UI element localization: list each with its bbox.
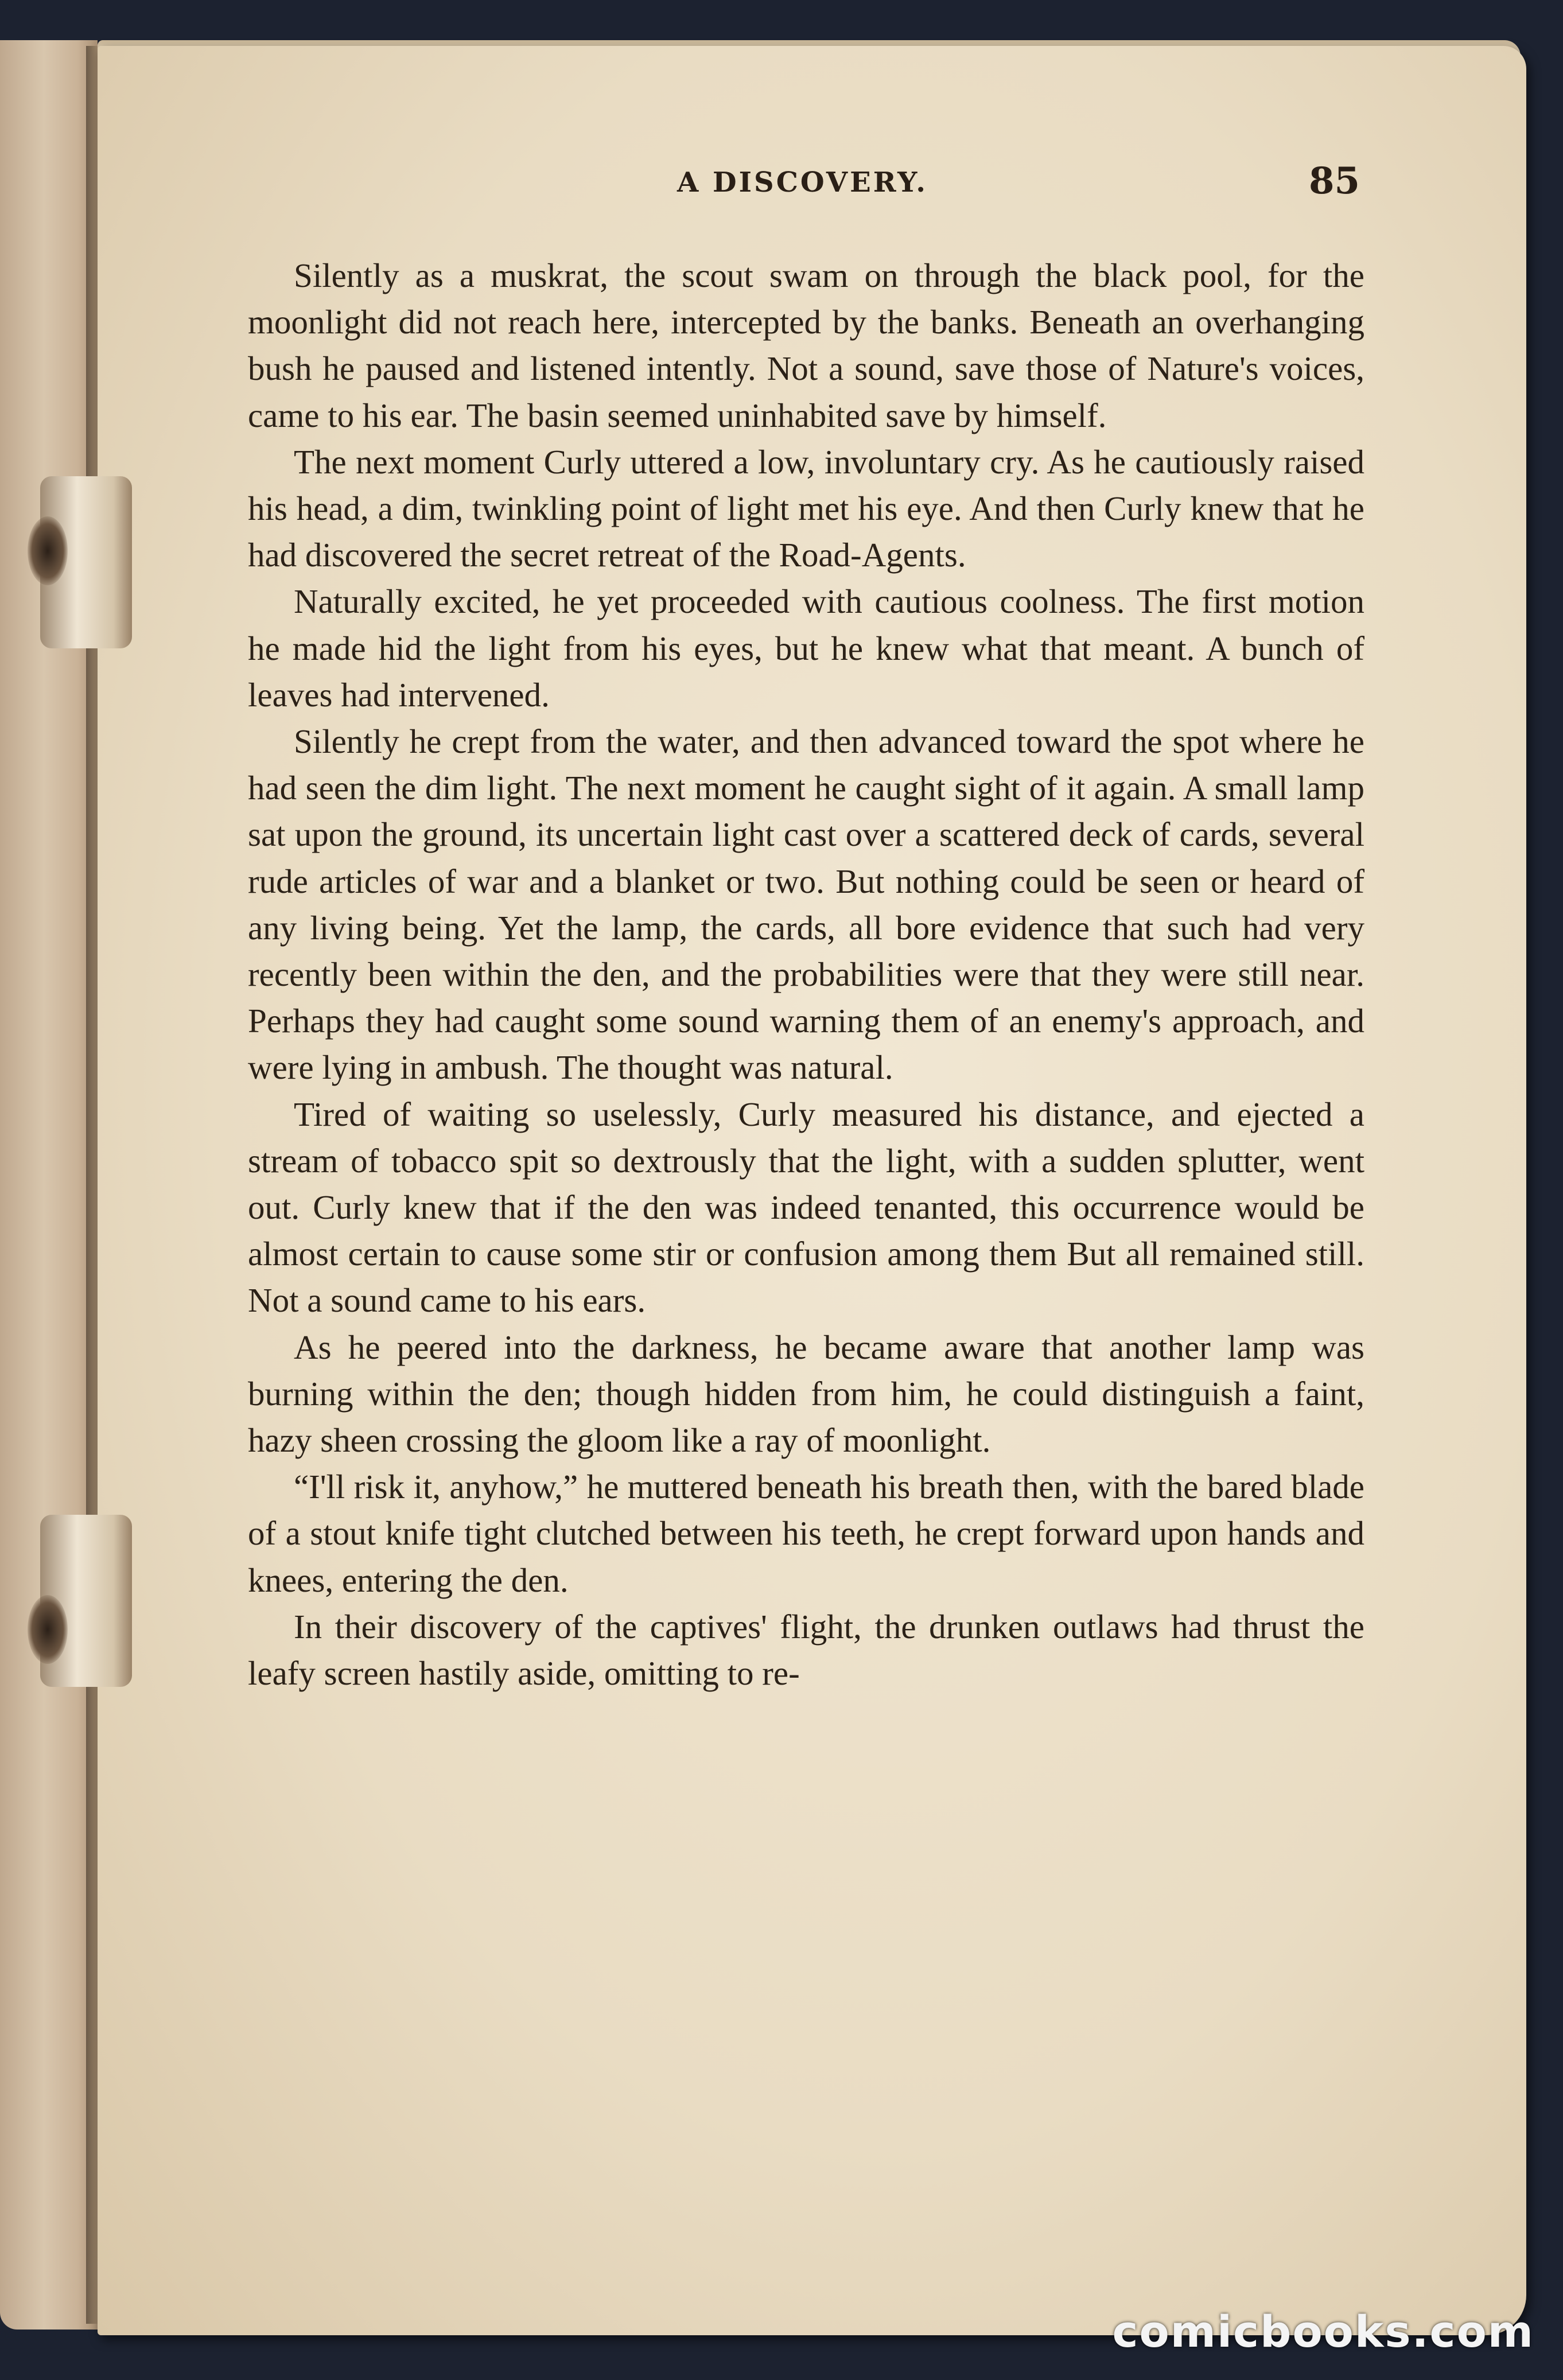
paragraph: “I'll risk it, anyhow,” he muttered beneath his breath then, with the bared blade of a stout knife tight clutched between his teeth, he crept forward upon hands and knees, entering the den. <box>248 1468 1364 1599</box>
paragraph: Silently as a muskrat, the scout swam on through the black pool, for the moonlight did not reach here, intercepted by the banks. Beneath an overhanging bush he paused and listened intently. Not a sound, save those of Nature's voices, came to his ear. The basin seemed uninhabited save by himself. <box>248 256 1364 434</box>
paragraph: Naturally excited, he yet proceeded with cautious coolness. The first motion he made hid the light from his eyes, but he knew what that meant. A bunch of leaves had intervened. <box>248 582 1364 714</box>
left-facing-page <box>0 40 98 2330</box>
page-body <box>248 252 1364 1697</box>
paragraph: As he peered into the darkness, he became aware that another lamp was burning within the den; though hidden from him, he could distinguish a faint, hazy sheen crossing the gloom like a ray of moonlight. <box>248 1328 1364 1460</box>
running-head: A DISCOVERY. <box>677 166 928 199</box>
watermark: comicbooks.com <box>1112 2306 1534 2357</box>
paragraph: Silently he crept from the water, and then advanced toward the spot where he had seen the dim light. The next moment he caught sight of it again. A small lamp sat upon the ground, its uncertain light cast over a scattered deck of cards, several rude articles of war and a blanket or two. But nothing could be seen or heard of any living being. Yet the lamp, the cards, all bore evidence that such had very recently been within the den, and the probabilities were that they were still near. Perhaps they had caught some sound warning them of an enemy's approach, and were lying in ambush. The thought was natural. <box>248 722 1364 1087</box>
paragraph: Tired of waiting so uselessly, Curly measured his distance, and ejected a stream of tobacco spit so dextrously that the light, with a sudden splutter, went out. Curly knew that if the den was indeed tenanted, this occurrence would be almost certain to cause some stir or confusion among them But all remained still. Not a sound came to his ears. <box>248 1095 1364 1320</box>
staple-hole <box>28 1595 68 1664</box>
paragraph: The next moment Curly uttered a low, involuntary cry. As he cautiously raised his head, a dim, twinkling point of light met his eye. And then Curly knew that he had discovered the secret retreat of the Road-Agents. <box>248 442 1364 574</box>
page-number: 85 <box>1308 160 1360 203</box>
page-header <box>252 155 1360 224</box>
staple-hole <box>28 516 68 585</box>
paragraph: In their discovery of the captives' flight, the drunken outlaws had thrust the leafy screen hastily aside, omitting to re- <box>248 1607 1364 1693</box>
